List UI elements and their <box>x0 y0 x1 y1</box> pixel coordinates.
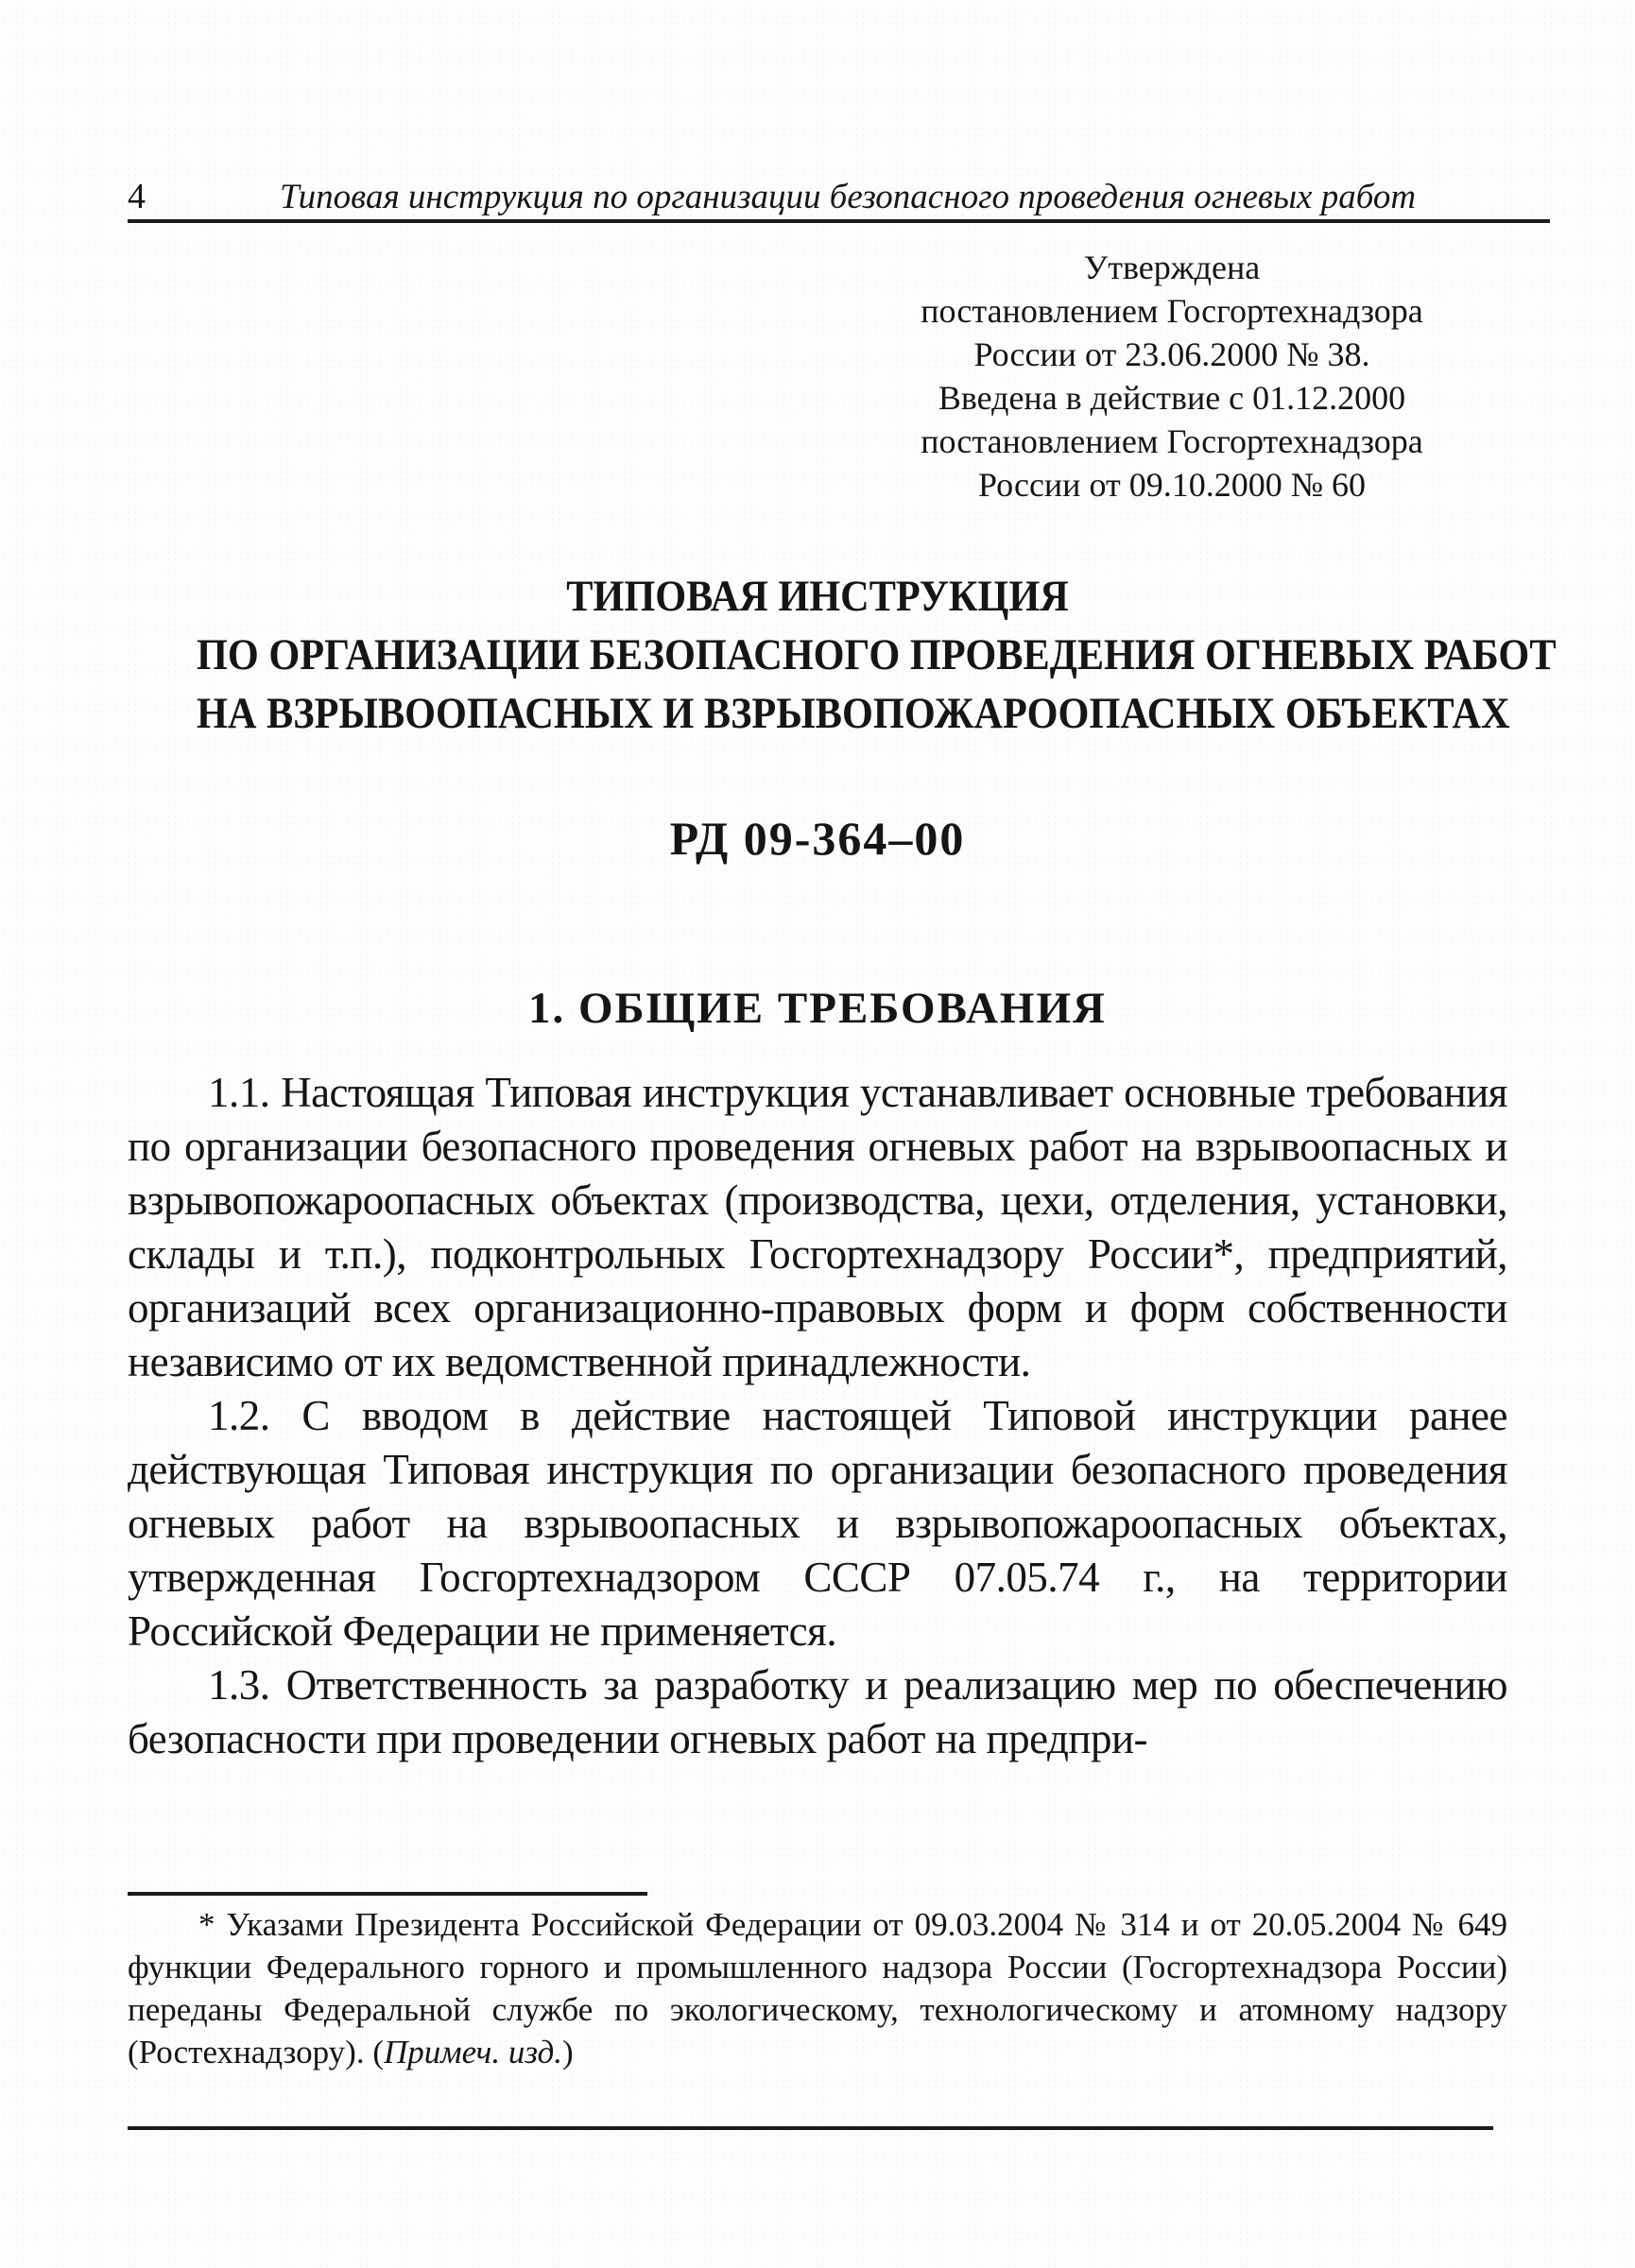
running-title: Типовая инструкция по организации безопасного проведения огневых работ <box>279 178 1417 216</box>
footnote-close-paren: ) <box>562 2034 574 2070</box>
approval-line: Утверждена <box>1083 249 1261 286</box>
bottom-rule <box>128 2126 1493 2130</box>
footnote-editor-note: Примеч. изд. <box>384 2034 563 2070</box>
document-title-line: НА ВЗРЫВООПАСНЫХ И ВЗРЫВОПОЖАРООПАСНЫХ ОБЪЕКТАХ <box>197 689 1510 738</box>
approval-line: России от 09.10.2000 № 60 <box>977 466 1367 504</box>
footnote-separator-rule <box>128 1892 647 1896</box>
document-code: РД 09-364–00 <box>669 812 966 865</box>
approval-line: постановлением Госгортехнадзора <box>921 292 1423 330</box>
paragraph-1-1: 1.1. Настоящая Типовая инструкция устанавливает основные требования по организации безопасного проведения огневых работ на взрывоопасных и взрывопожароопасных объектах (производства, цехи, отделения, установки, склады и т.п.), подконтрольных Госгортехнадзору России*, предприятий, организаций всех организационно-правовых форм и форм собственности независимо от их ведомственной принадлежности. <box>128 1069 1507 1385</box>
running-header <box>128 176 1550 218</box>
approval-line: постановлением Госгортехнадзора <box>921 422 1423 460</box>
header-rule <box>128 219 1550 223</box>
section-heading: 1. ОБЩИЕ ТРЕБОВАНИЯ <box>527 984 1107 1033</box>
document-title <box>128 567 1557 743</box>
footnote <box>128 1903 1507 2073</box>
approval-line: России от 23.06.2000 № 38. <box>973 335 1370 373</box>
approval-block <box>888 246 1455 507</box>
approval-line: Введена в действие с 01.12.2000 <box>938 379 1406 417</box>
document-title-line: ПО ОРГАНИЗАЦИИ БЕЗОПАСНОГО ПРОВЕДЕНИЯ ОГНЕВЫХ РАБОТ <box>197 630 1557 679</box>
paragraph-1-3: 1.3. Ответственность за разработку и реализацию мер по обеспечению безопасности при проведении огневых работ на предпри- <box>128 1661 1507 1762</box>
body-text <box>128 1066 1507 1766</box>
paragraph-1-2: 1.2. С вводом в действие настоящей Типовой инструкции ранее действующая Типовая инструкция по организации безопасного проведения огневых работ на взрывоопасных и взрывопожароопасных объектах, утвержденная Госгортехнадзором СССР 07.05.74 г., на территории Российской Федерации не применяется. <box>128 1392 1507 1655</box>
footnote-text: * Указами Президента Российской Федерации от 09.03.2004 № 314 и от 20.05.2004 № 649 функции Федерального горного и промышленного надзора России (Госгортехнадзора России) переданы Федеральной службе по экологическому, технологическому и атомному надзору (Ростехнадзору). ( <box>128 1906 1507 2070</box>
page-number: 4 <box>128 177 146 216</box>
document-title-line: ТИПОВАЯ ИНСТРУКЦИЯ <box>566 572 1069 621</box>
